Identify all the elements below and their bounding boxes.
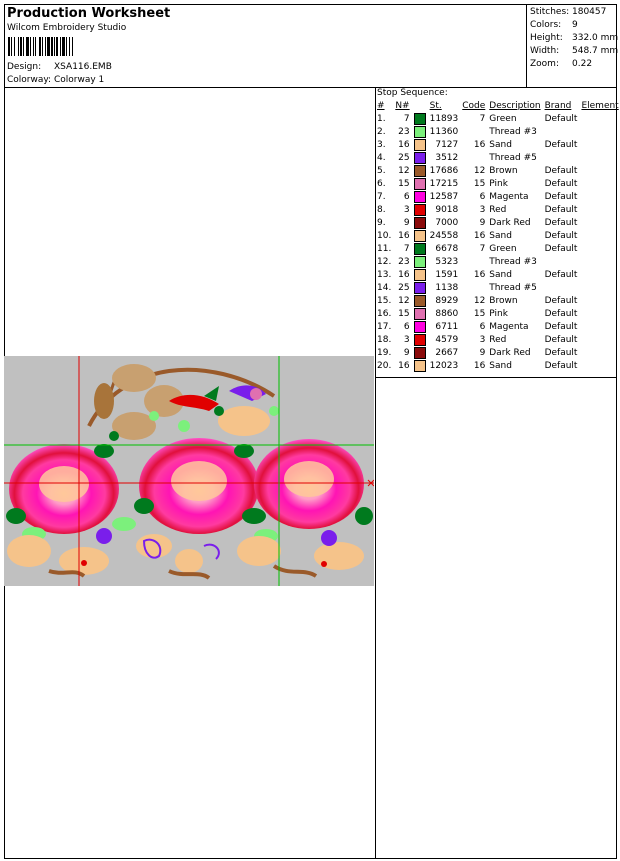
column-header: Description: [489, 101, 541, 111]
color-swatch-cell: [412, 125, 428, 138]
stitch-count: 24558: [429, 230, 459, 241]
color-swatch: [414, 360, 426, 372]
thread-description: Red: [489, 204, 507, 215]
table-row: [375, 346, 620, 359]
needle-number: 25: [398, 152, 410, 163]
thread-code: 9: [479, 217, 486, 228]
thread-code: 7: [479, 113, 486, 124]
stitch-count: 17215: [429, 178, 459, 189]
company-name: Wilcom Embroidery Studio: [7, 23, 127, 33]
barcode-bar: [18, 37, 19, 56]
thread-code: 12: [473, 165, 486, 176]
color-swatch-cell: [412, 190, 428, 203]
thread-brand: Default: [544, 321, 578, 332]
stat-value: 332.0 mm: [572, 33, 619, 43]
stop-number: 14.: [377, 282, 392, 293]
color-swatch: [414, 217, 426, 229]
stop-number: 8.: [377, 204, 386, 215]
thread-brand: Default: [544, 191, 578, 202]
thread-description: Dark Red: [489, 217, 531, 228]
color-swatch: [414, 204, 426, 216]
needle-number: 15: [398, 178, 410, 189]
table-row: [375, 281, 620, 294]
stat-row: [530, 45, 618, 58]
barcode-bar: [51, 37, 53, 56]
barcode-bar: [26, 37, 29, 56]
branch-motif: [89, 364, 279, 441]
barcode-bar: [35, 37, 36, 56]
needle-number: 16: [398, 139, 410, 150]
stitch-count: 12023: [429, 360, 459, 371]
stitch-count: 7127: [435, 139, 459, 150]
thread-brand: Default: [544, 269, 578, 280]
stat-label: Height:: [530, 33, 563, 43]
color-swatch-cell: [412, 242, 428, 255]
color-swatch: [414, 191, 426, 203]
element-cell: [579, 333, 620, 346]
color-swatch: [414, 308, 426, 320]
thread-brand: Default: [544, 360, 578, 371]
element-cell: [579, 138, 620, 151]
table-row: [375, 177, 620, 190]
needle-number: 9: [403, 217, 410, 228]
color-swatch-cell: [412, 216, 428, 229]
color-swatch: [414, 243, 426, 255]
table-row: [375, 203, 620, 216]
thread-description: Green: [489, 243, 517, 254]
barcode-bar: [14, 37, 15, 56]
design-label: Design:: [7, 62, 42, 72]
stop-number: 13.: [377, 269, 392, 280]
element-cell: [579, 307, 620, 320]
thread-description: Magenta: [489, 321, 529, 332]
color-swatch-cell: [412, 333, 428, 346]
thread-description: Thread #3: [489, 256, 537, 267]
column-header: Brand: [544, 101, 572, 111]
thread-description: Thread #5: [489, 282, 537, 293]
thread-brand: Default: [544, 243, 578, 254]
color-swatch-cell: [412, 281, 428, 294]
stat-row: [530, 32, 618, 45]
barcode-bar: [42, 37, 43, 56]
thread-code: [460, 255, 487, 268]
needle-number: 12: [398, 165, 410, 176]
stop-sequence-table: [375, 100, 620, 372]
needle-number: 25: [398, 282, 410, 293]
stitch-count: 11893: [429, 113, 459, 124]
stop-number: 1.: [377, 113, 386, 124]
color-swatch: [414, 321, 426, 333]
stop-sequence-title: Stop Sequence:: [377, 88, 448, 98]
stat-value: 0.22: [572, 59, 593, 69]
stitch-count: 4579: [435, 334, 459, 345]
stop-number: 9.: [377, 217, 386, 228]
barcode-bar: [39, 37, 41, 56]
thread-brand: [543, 125, 580, 138]
thread-code: 7: [479, 243, 486, 254]
thread-code: [460, 151, 487, 164]
stat-row: [530, 58, 618, 71]
thread-brand: Default: [544, 295, 578, 306]
thread-description: Dark Red: [489, 347, 531, 358]
table-header-row: [375, 100, 620, 112]
stitch-count: 1138: [435, 282, 459, 293]
thread-brand: Default: [544, 204, 578, 215]
barcode-bar: [45, 37, 46, 56]
column-header: Element: [581, 101, 619, 111]
stop-number: 4.: [377, 152, 386, 163]
thread-description: Sand: [489, 269, 512, 280]
thread-brand: [543, 151, 580, 164]
colorway-row: [7, 75, 104, 85]
design-stats: [530, 6, 618, 71]
element-cell: [579, 229, 620, 242]
stat-row: [530, 6, 618, 19]
needle-number: 3: [403, 334, 410, 345]
needle-number: 7: [403, 243, 410, 254]
element-cell: [579, 320, 620, 333]
table-row: [375, 268, 620, 281]
colorway-value: Colorway 1: [54, 75, 105, 85]
table-row: [375, 164, 620, 177]
table-row: [375, 229, 620, 242]
color-swatch-cell: [412, 268, 428, 281]
color-swatch: [414, 126, 426, 138]
element-cell: [579, 281, 620, 294]
stitch-count: 6678: [435, 243, 459, 254]
thread-description: Pink: [489, 178, 508, 189]
color-swatch-cell: [412, 229, 428, 242]
element-cell: [579, 112, 620, 125]
color-swatch: [414, 269, 426, 281]
design-value: XSA116.EMB: [54, 62, 112, 72]
barcode-bar: [72, 37, 73, 56]
element-cell: [579, 294, 620, 307]
stop-number: 18.: [377, 334, 392, 345]
stitch-count: 7000: [435, 217, 459, 228]
color-swatch-cell: [412, 307, 428, 320]
thread-brand: [543, 281, 580, 294]
thread-code: 3: [479, 204, 486, 215]
stat-row: [530, 19, 618, 32]
element-cell: [579, 190, 620, 203]
column-header: St.: [429, 101, 442, 111]
needle-number: 23: [398, 256, 410, 267]
stats-divider: [526, 4, 527, 87]
stitch-count: 17686: [429, 165, 459, 176]
stat-label: Stitches:: [530, 7, 570, 17]
barcode-bar: [60, 37, 61, 56]
needle-number: 15: [398, 308, 410, 319]
table-row: [375, 294, 620, 307]
needle-number: 16: [398, 269, 410, 280]
stitch-count: 11360: [429, 126, 459, 137]
thread-brand: Default: [544, 217, 578, 228]
color-swatch-cell: [412, 138, 428, 151]
barcode-bar: [69, 37, 70, 56]
stat-value: 548.7 mm: [572, 46, 619, 56]
element-cell: [579, 216, 620, 229]
stop-number: 16.: [377, 308, 392, 319]
thread-brand: Default: [544, 308, 578, 319]
color-swatch-cell: [412, 294, 428, 307]
thread-brand: Default: [544, 139, 578, 150]
stat-label: Colors:: [530, 20, 562, 30]
stop-number: 3.: [377, 139, 386, 150]
element-cell: [579, 177, 620, 190]
stop-number: 10.: [377, 230, 392, 241]
thread-code: 6: [479, 191, 486, 202]
stop-number: 7.: [377, 191, 386, 202]
element-cell: [579, 203, 620, 216]
element-cell: [579, 359, 620, 372]
color-swatch: [414, 347, 426, 359]
table-row: [375, 359, 620, 372]
table-row: [375, 216, 620, 229]
stitch-count: 1591: [435, 269, 459, 280]
color-swatch-cell: [412, 346, 428, 359]
needle-number: 16: [398, 230, 410, 241]
needle-number: 9: [403, 347, 410, 358]
table-row: [375, 333, 620, 346]
table-row: [375, 255, 620, 268]
element-cell: [579, 242, 620, 255]
needle-number: 3: [403, 204, 410, 215]
element-cell: [579, 255, 620, 268]
barcode-bar: [23, 37, 24, 56]
barcode-bar: [11, 37, 12, 56]
color-swatch: [414, 230, 426, 242]
barcode-bar: [30, 37, 31, 56]
color-swatch: [414, 113, 426, 125]
stat-label: Width:: [530, 46, 560, 56]
stitch-count: 5323: [435, 256, 459, 267]
barcode-bar: [66, 37, 67, 56]
table-row: [375, 151, 620, 164]
thread-brand: Default: [544, 347, 578, 358]
table-row: [375, 138, 620, 151]
color-swatch-cell: [412, 112, 428, 125]
barcode-bar: [47, 37, 50, 56]
thread-description: Sand: [489, 360, 512, 371]
needle-number: 6: [403, 191, 410, 202]
color-swatch-cell: [412, 320, 428, 333]
table-row: [375, 320, 620, 333]
stop-number: 20.: [377, 360, 392, 371]
peony-row: [9, 438, 364, 534]
stitch-count: 8929: [435, 295, 459, 306]
color-swatch-cell: [412, 359, 428, 372]
color-swatch-cell: [412, 177, 428, 190]
stop-number: 17.: [377, 321, 392, 332]
stop-number: 6.: [377, 178, 386, 189]
barcode: [8, 37, 132, 56]
thread-description: Magenta: [489, 191, 529, 202]
table-bottom-divider: [375, 377, 617, 378]
needle-number: 6: [403, 321, 410, 332]
thread-description: Sand: [489, 230, 512, 241]
color-swatch: [414, 165, 426, 177]
thread-brand: Default: [544, 165, 578, 176]
thread-brand: Default: [544, 178, 578, 189]
needle-number: 7: [403, 113, 410, 124]
table-row: [375, 125, 620, 138]
stitch-count: 2667: [435, 347, 459, 358]
stitch-count: 8860: [435, 308, 459, 319]
stop-number: 19.: [377, 347, 392, 358]
element-cell: [579, 125, 620, 138]
worksheet-title: Production Worksheet: [7, 6, 171, 21]
thread-description: Red: [489, 334, 507, 345]
table-row: [375, 190, 620, 203]
thread-description: Pink: [489, 308, 508, 319]
thread-code: 12: [473, 295, 486, 306]
barcode-bar: [62, 37, 65, 56]
header-divider: [4, 87, 617, 88]
thread-code: 16: [473, 139, 486, 150]
stop-number: 2.: [377, 126, 386, 137]
barcode-bar: [8, 37, 10, 56]
needle-number: 16: [398, 360, 410, 371]
color-swatch: [414, 139, 426, 151]
color-swatch-cell: [412, 203, 428, 216]
thread-code: 16: [473, 360, 486, 371]
color-swatch: [414, 178, 426, 190]
thread-description: Thread #3: [489, 126, 537, 137]
stop-number: 12.: [377, 256, 392, 267]
barcode-bar: [33, 37, 34, 56]
stat-value: 180457: [572, 7, 607, 17]
column-header: N#: [395, 101, 410, 111]
stat-label: Zoom:: [530, 59, 559, 69]
stitch-count: 9018: [435, 204, 459, 215]
table-row: [375, 307, 620, 320]
embroidery-preview-image: [4, 356, 374, 586]
barcode-bar: [54, 37, 55, 56]
thread-code: 16: [473, 230, 486, 241]
needle-number: 23: [398, 126, 410, 137]
color-swatch-cell: [412, 164, 428, 177]
colorway-label: Colorway:: [7, 75, 52, 85]
table-row: [375, 112, 620, 125]
thread-description: Sand: [489, 139, 512, 150]
stop-number: 11.: [377, 243, 392, 254]
thread-description: Thread #5: [489, 152, 537, 163]
element-cell: [579, 268, 620, 281]
barcode-bar: [56, 37, 58, 56]
element-cell: [579, 151, 620, 164]
thread-code: [460, 281, 487, 294]
stitch-count: 6711: [435, 321, 459, 332]
stop-number: 5.: [377, 165, 386, 176]
design-preview: [4, 356, 374, 586]
swatch-column-header: [412, 100, 428, 112]
thread-code: 16: [473, 269, 486, 280]
thread-description: Brown: [489, 165, 518, 176]
stat-value: 9: [572, 20, 578, 30]
thread-code: 15: [473, 178, 486, 189]
color-swatch: [414, 256, 426, 268]
stitch-count: 3512: [435, 152, 459, 163]
thread-description: Green: [489, 113, 517, 124]
thread-brand: Default: [544, 334, 578, 345]
needle-number: 12: [398, 295, 410, 306]
color-swatch: [414, 295, 426, 307]
thread-brand: Default: [544, 113, 578, 124]
color-swatch: [414, 282, 426, 294]
thread-brand: [543, 255, 580, 268]
element-cell: [579, 346, 620, 359]
thread-code: 9: [479, 347, 486, 358]
element-cell: [579, 164, 620, 177]
color-swatch: [414, 152, 426, 164]
table-row: [375, 242, 620, 255]
stop-number: 15.: [377, 295, 392, 306]
design-row: [7, 62, 112, 72]
thread-code: 3: [479, 334, 486, 345]
thread-description: Brown: [489, 295, 518, 306]
lower-flowers: [7, 528, 364, 578]
stitch-count: 12587: [429, 191, 459, 202]
thread-code: 15: [473, 308, 486, 319]
thread-code: [460, 125, 487, 138]
barcode-bar: [20, 37, 22, 56]
thread-code: 6: [479, 321, 486, 332]
color-swatch: [414, 334, 426, 346]
column-header: Code: [462, 101, 486, 111]
column-header: #: [377, 101, 385, 111]
color-swatch-cell: [412, 151, 428, 164]
thread-brand: Default: [544, 230, 578, 241]
color-swatch-cell: [412, 255, 428, 268]
